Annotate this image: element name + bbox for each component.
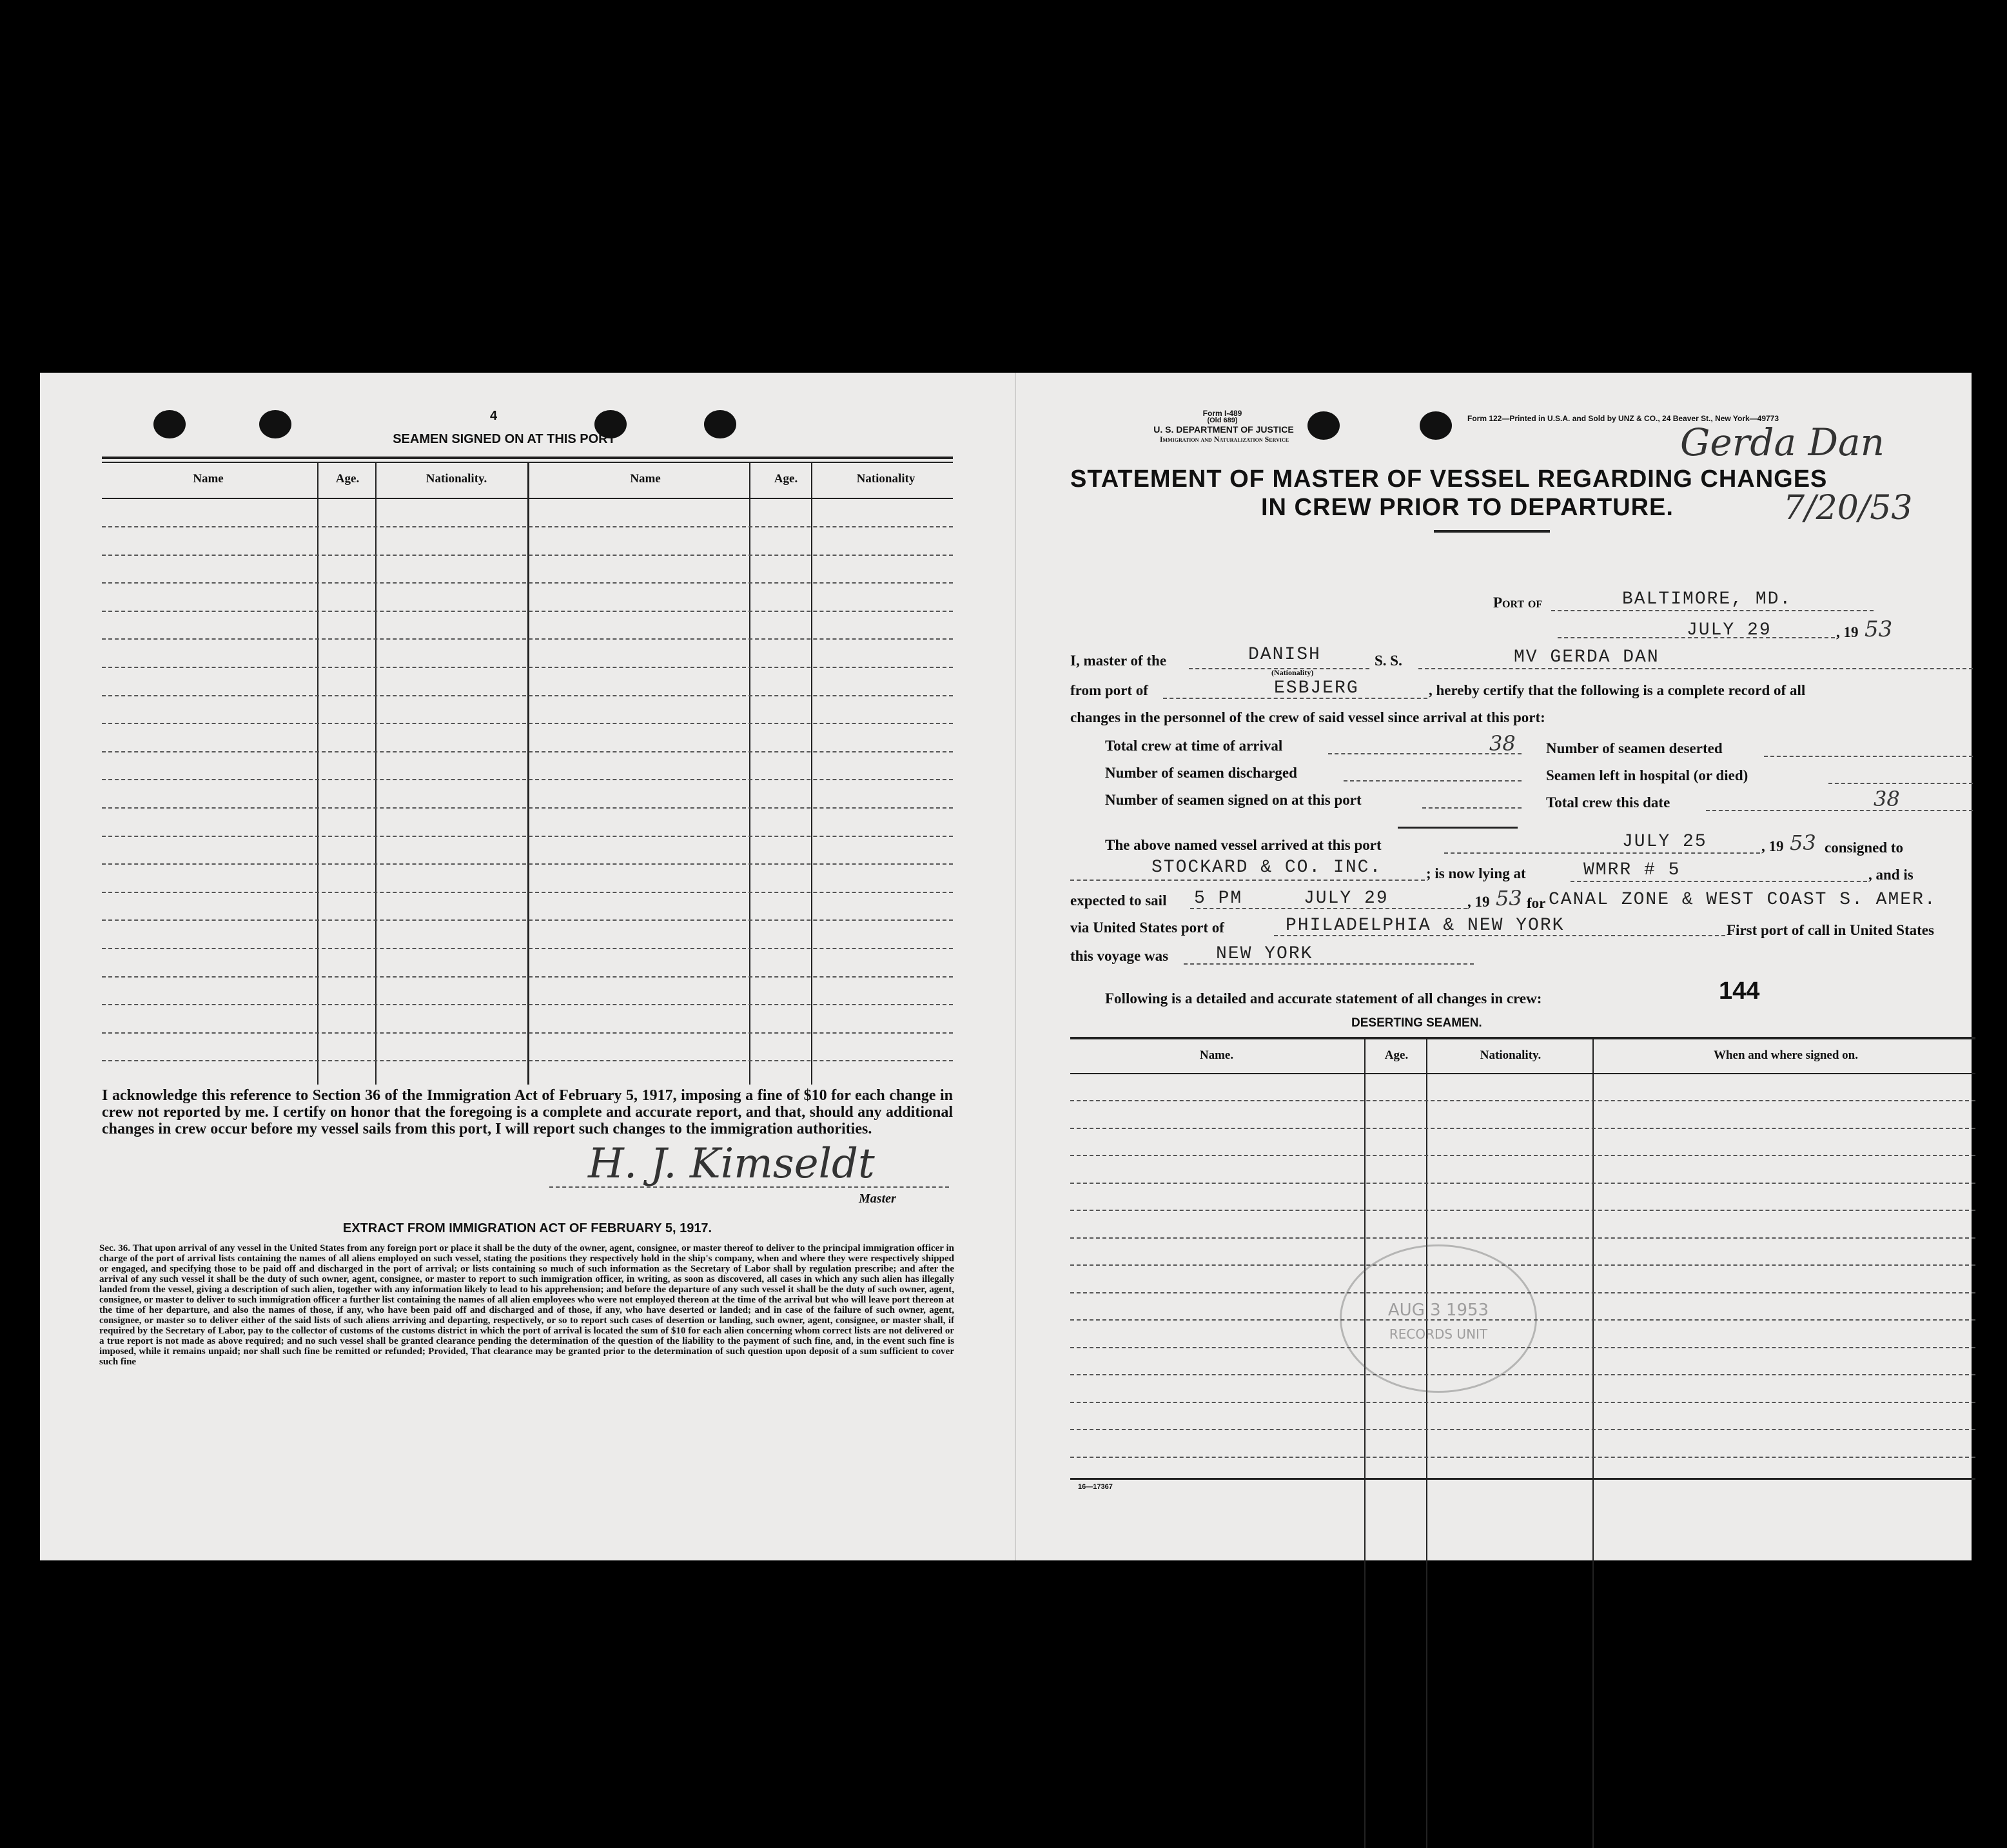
page-number: 4 bbox=[490, 409, 498, 423]
deserting-table-header bbox=[1070, 1039, 1975, 1073]
old-form-number: (Old 689) bbox=[1207, 417, 1238, 424]
consigned-label: consigned to bbox=[1825, 840, 1904, 856]
lying-line bbox=[1571, 881, 1867, 882]
voyage-label: this voyage was bbox=[1070, 948, 1169, 964]
port-line bbox=[1551, 610, 1874, 611]
deserting-title: DESERTING SEAMEN. bbox=[1351, 1016, 1482, 1030]
table-row bbox=[102, 667, 953, 668]
column-rule bbox=[749, 463, 750, 1085]
signature-caption: Master bbox=[859, 1192, 896, 1206]
column-header: Name bbox=[630, 472, 661, 486]
column-header: Name bbox=[193, 472, 224, 486]
date-value: JULY 29 bbox=[1687, 620, 1772, 640]
punch-hole bbox=[704, 410, 736, 438]
total-arrival-value: 38 bbox=[1489, 731, 1516, 756]
header-rule bbox=[1070, 1073, 1975, 1074]
table-row bbox=[102, 919, 953, 921]
first-port-label: First port of call in United States bbox=[1727, 922, 1934, 938]
via-label: via United States port of bbox=[1070, 919, 1224, 936]
table-row bbox=[102, 976, 953, 978]
received-stamp bbox=[1340, 1244, 1537, 1393]
table-row bbox=[1070, 1183, 1975, 1184]
column-header: Nationality. bbox=[1480, 1048, 1542, 1062]
lying-label: ; is now lying at bbox=[1426, 865, 1526, 881]
port-value: BALTIMORE, MD. bbox=[1622, 589, 1792, 609]
form-number: Form I-489 bbox=[1202, 409, 1242, 418]
year-value: 53 bbox=[1865, 616, 1893, 642]
title-underline bbox=[1434, 530, 1550, 533]
punch-hole bbox=[153, 410, 186, 438]
extract-title: EXTRACT FROM IMMIGRATION ACT OF FEBRUARY 5, 1917. bbox=[342, 1221, 712, 1235]
hospital-label: Seamen left in hospital (or died) bbox=[1546, 767, 1748, 783]
certify-text: , hereby certify that the following is a complete record of all bbox=[1429, 682, 1806, 698]
form-title-line1: STATEMENT OF MASTER OF VESSEL REGARDING CHANGES bbox=[1070, 466, 1828, 493]
column-rule bbox=[811, 463, 812, 1085]
statute-text: Sec. 36. That upon arrival of any vessel in the United States from any foreign port or place it shall be the duty of the owner, agent, consignee, or master thereof to deliver to the principal immigration officer in charge of the port of arrival lists containing the names of all aliens employed on such vessel, stating the positions they respectively hold in the ship's company, when and where they were respectively shipped or engaged, and specifying those to be paid off and discharged in the port of arrival; or lists containing so much of such information as the Secretary of Labor shall by regulation prescribe; and after the arrival of any such vessel it shall be the duty of such owner, agent, consignee, or master to report to such immigration officer, in writing, as soon as discovered, all cases in which any such alien has illegally landed from the vessel, giving a description of such alien, together with any information likely to lead to his apprehension; and before the departure of any such vessel it shall be the duty of such owner, agent, consignee, or master to deliver to such immigration officer a further list containing the names of all alien employees who were not employed thereon at the time of the arrival but who will leave port thereon at the time of her departure, and also the names of those, if any, who have been paid off and discharged and of those, if any, who have deserted or landed; and in case of the failure of such owner, agent, consignee, or master so to deliver either of the said lists of such aliens arriving and departing, respectively, or so to report such cases of desertion or landing, such owner, agent, consignee, or master shall, if required by the Secretary of Labor, pay to the collector of customs of the customs district in which the port of arrival is located the sum of $10 for each alien concerning whom correct lists are not delivered or a true report is not made as above required; and no such vessel shall be granted clearance pending the determination of the question of the liability to the payment of such fine, and, in the event such fine is imposed, while it remains unpaid; nor shall such fine be remitted or refunded; Provided, That clearance may be granted prior to the determination of such question upon deposit of a sum sufficient to cover such fine bbox=[99, 1243, 954, 1367]
section-title: SEAMEN SIGNED ON AT THIS PORT bbox=[393, 432, 616, 446]
table-row bbox=[1070, 1457, 1975, 1458]
counts-rule bbox=[1398, 827, 1518, 829]
table-row bbox=[102, 1032, 953, 1034]
punch-hole bbox=[259, 410, 291, 438]
acknowledgment-text: I acknowledge this reference to Section 36 of the Immigration Act of February 5, 1917, imposing a fine of $10 for each change in crew not reported by me. I certify on honor that the foregoing is a complete and accurate report, and that, should any additional changes in crew occur before my vessel sails from this port, I will report such changes to the immigration authorities. bbox=[102, 1087, 953, 1137]
signed-on-line bbox=[1422, 807, 1522, 809]
column-header: Nationality. bbox=[426, 472, 487, 486]
table-row bbox=[102, 948, 953, 949]
column-header: Nationality bbox=[856, 472, 915, 486]
ship-value: MV GERDA DAN bbox=[1514, 647, 1659, 667]
signature-line bbox=[549, 1186, 949, 1188]
total-date-label: Total crew this date bbox=[1546, 794, 1670, 811]
column-header: Age. bbox=[335, 472, 360, 486]
stamp-date: AUG 3 1953 bbox=[1387, 1301, 1489, 1320]
total-date-line bbox=[1706, 810, 1973, 811]
left-page bbox=[40, 373, 1016, 1560]
table-row bbox=[102, 555, 953, 556]
following-text: Following is a detailed and accurate statement of all changes in crew: bbox=[1105, 990, 1542, 1007]
arrived-line bbox=[1444, 852, 1760, 854]
lying-value: WMRR # 5 bbox=[1583, 860, 1681, 880]
master-label: I, master of the bbox=[1070, 653, 1167, 669]
table-row bbox=[102, 526, 953, 527]
consignee-value: STOCKARD & CO. INC. bbox=[1151, 858, 1382, 878]
total-arrival-label: Total crew at time of arrival bbox=[1105, 738, 1283, 754]
column-rule bbox=[1426, 1039, 1427, 1848]
for-label: for bbox=[1527, 895, 1546, 911]
handwritten-date: 7/20/53 bbox=[1783, 489, 1913, 527]
changes-text: changes in the personnel of the crew of said vessel since arrival at this port: bbox=[1070, 709, 1545, 725]
table-row bbox=[1070, 1402, 1975, 1403]
hospital-line bbox=[1828, 783, 1973, 784]
table-row bbox=[1070, 1429, 1975, 1430]
sail-year: 53 bbox=[1496, 886, 1522, 910]
handwritten-ship-name: Gerda Dan bbox=[1680, 420, 1885, 464]
ss-label: S. S. bbox=[1375, 653, 1402, 669]
table-row bbox=[1070, 1100, 1975, 1101]
table-row bbox=[102, 836, 953, 837]
form-title-line2: IN CREW PRIOR TO DEPARTURE. bbox=[1261, 494, 1674, 521]
from-port-label: from port of bbox=[1070, 682, 1148, 698]
table-top-rule bbox=[102, 457, 953, 459]
via-value: PHILADELPHIA & NEW YORK bbox=[1286, 916, 1565, 936]
voyage-value: NEW YORK bbox=[1216, 944, 1313, 964]
column-header: Age. bbox=[774, 472, 798, 486]
arrived-label: The above named vessel arrived at this port bbox=[1105, 837, 1382, 853]
column-rule bbox=[375, 463, 377, 1085]
column-header: Name. bbox=[1199, 1048, 1234, 1062]
sail-time: 5 PM bbox=[1194, 889, 1243, 909]
and-is-label: , and is bbox=[1868, 867, 1914, 883]
table-row bbox=[1070, 1210, 1975, 1211]
nationality-caption: (Nationality) bbox=[1271, 668, 1314, 677]
column-rule bbox=[1364, 1039, 1366, 1848]
table-row bbox=[102, 582, 953, 584]
table-row bbox=[102, 807, 953, 809]
column-header: Age. bbox=[1384, 1048, 1409, 1062]
column-rule bbox=[317, 463, 318, 1085]
deserted-line bbox=[1764, 756, 1973, 757]
department: U. S. DEPARTMENT OF JUSTICE bbox=[1153, 424, 1294, 435]
port-label: Port of bbox=[1493, 595, 1543, 611]
arrived-date: JULY 25 bbox=[1622, 832, 1707, 852]
destination: CANAL ZONE & WEST COAST S. AMER. bbox=[1549, 890, 1937, 910]
right-page bbox=[1016, 373, 1972, 1560]
table-row bbox=[102, 723, 953, 724]
from-port-value: ESBJERG bbox=[1274, 678, 1359, 698]
discharged-line bbox=[1344, 780, 1522, 781]
table-row bbox=[1070, 1237, 1975, 1239]
column-rule bbox=[1592, 1039, 1594, 1848]
nationality-value: DANISH bbox=[1248, 645, 1321, 665]
consignee-line bbox=[1070, 880, 1425, 881]
arrived-year-prefix: , 19 bbox=[1761, 838, 1784, 854]
arrived-year: 53 bbox=[1790, 831, 1816, 855]
table-row bbox=[1070, 1264, 1975, 1266]
table-row bbox=[102, 751, 953, 752]
expected-label: expected to sail bbox=[1070, 892, 1167, 909]
signed-on-label: Number of seamen signed on at this port bbox=[1105, 792, 1362, 808]
punch-hole bbox=[1420, 411, 1452, 440]
sail-date: JULY 29 bbox=[1304, 889, 1389, 909]
sail-year-prefix: , 19 bbox=[1467, 894, 1490, 910]
stamp-number: 144 bbox=[1719, 978, 1760, 1005]
table-row bbox=[102, 779, 953, 780]
stamp-unit: RECORDS UNIT bbox=[1389, 1326, 1488, 1342]
table-row bbox=[1070, 1155, 1975, 1156]
table-row bbox=[102, 638, 953, 640]
table-row bbox=[102, 892, 953, 893]
deserted-label: Number of seamen deserted bbox=[1546, 740, 1723, 756]
table-row bbox=[1070, 1374, 1975, 1375]
column-rule bbox=[527, 463, 529, 1085]
table-row bbox=[102, 1004, 953, 1005]
service: Immigration and Naturalization Service bbox=[1159, 435, 1289, 444]
year-prefix: , 19 bbox=[1836, 624, 1859, 640]
total-date-value: 38 bbox=[1874, 787, 1900, 811]
table-bottom-rule bbox=[1070, 1478, 1975, 1480]
footer-code: 16—17367 bbox=[1078, 1483, 1113, 1491]
table-row bbox=[102, 611, 953, 612]
ship-line bbox=[1418, 668, 1973, 669]
table-row bbox=[102, 695, 953, 696]
master-signature: H. J. Kimseldt bbox=[588, 1140, 875, 1188]
table-row bbox=[1070, 1128, 1975, 1129]
table-row bbox=[102, 863, 953, 865]
printer-note: Form 122—Printed in U.S.A. and Sold by UNZ & CO., 24 Beaver St., New York—49773 bbox=[1467, 414, 1779, 423]
table-row bbox=[102, 1060, 953, 1061]
discharged-label: Number of seamen discharged bbox=[1105, 765, 1297, 781]
column-header: When and where signed on. bbox=[1713, 1048, 1858, 1062]
